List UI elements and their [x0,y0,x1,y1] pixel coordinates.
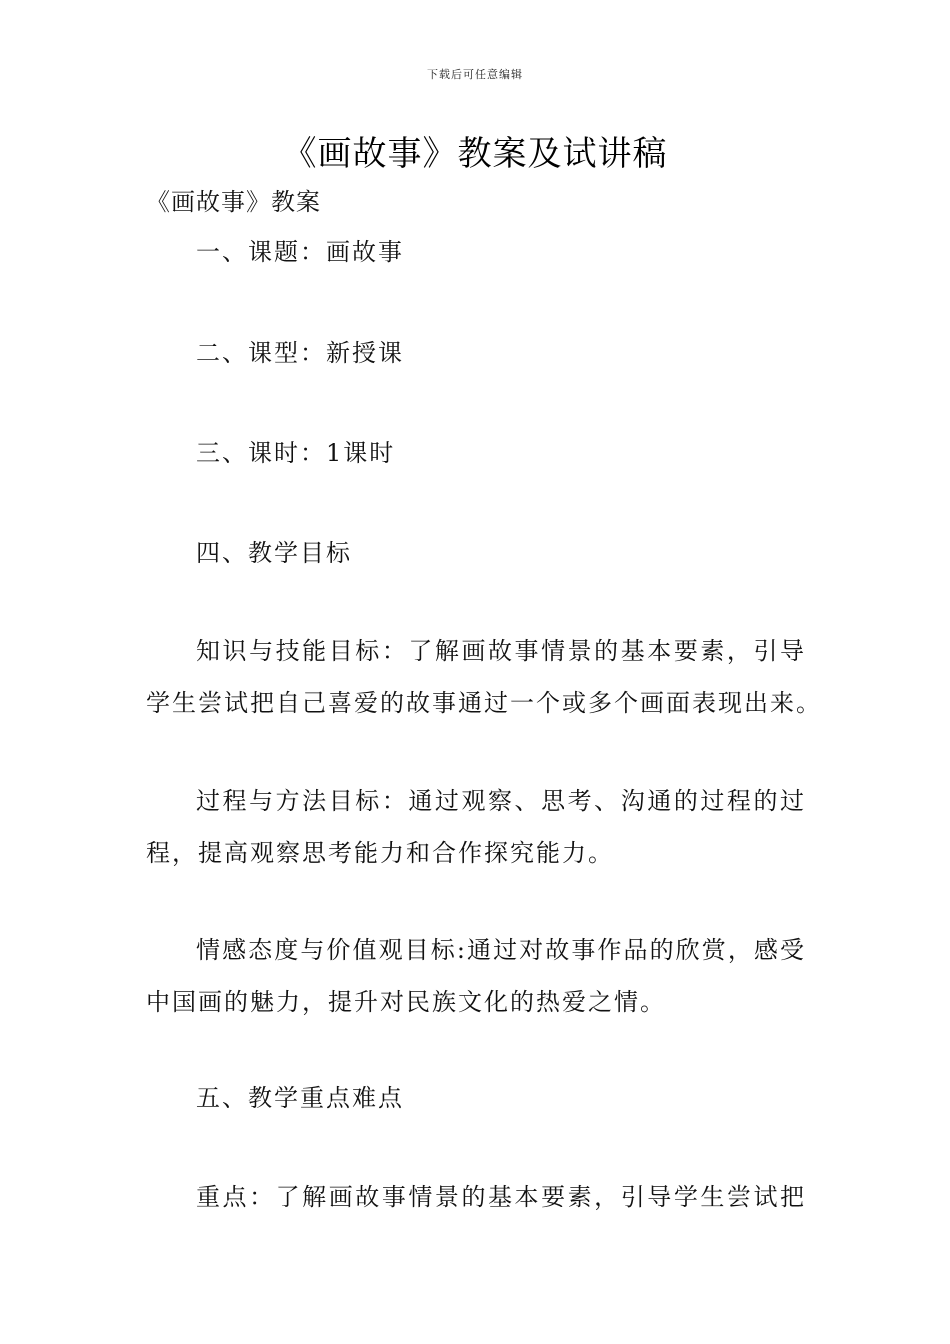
emotion-goal-line2: 中国画的魅力，提升对民族文化的热爱之情。 [146,988,666,1016]
process-goal-line2: 程，提高观察思考能力和合作探究能力。 [146,839,614,867]
item-type: 二、课型：新授课 [196,339,404,367]
knowledge-goal-line1: 知识与技能目标：了解画故事情景的基本要素，引导 [196,637,806,665]
document-subtitle: 《画故事》教案 [146,188,321,216]
document-title: 《画故事》教案及试讲稿 [282,134,668,174]
emotion-goal-line1: 情感态度与价值观目标:通过对故事作品的欣赏，感受 [196,936,806,964]
key-point-line1: 重点：了解画故事情景的基本要素，引导学生尝试把 [196,1183,806,1211]
goals-heading: 四、教学目标 [196,539,352,567]
key-points-heading: 五、教学重点难点 [196,1084,404,1112]
process-goal-line1: 过程与方法目标：通过观察、思考、沟通的过程的过 [196,787,806,815]
knowledge-goal-line2: 学生尝试把自己喜爱的故事通过一个或多个画面表现出来。 [146,689,822,717]
item-hours: 三、课时：1课时 [196,439,396,467]
header-note: 下载后可任意编辑 [427,68,523,81]
item-topic: 一、课题：画故事 [196,238,404,266]
